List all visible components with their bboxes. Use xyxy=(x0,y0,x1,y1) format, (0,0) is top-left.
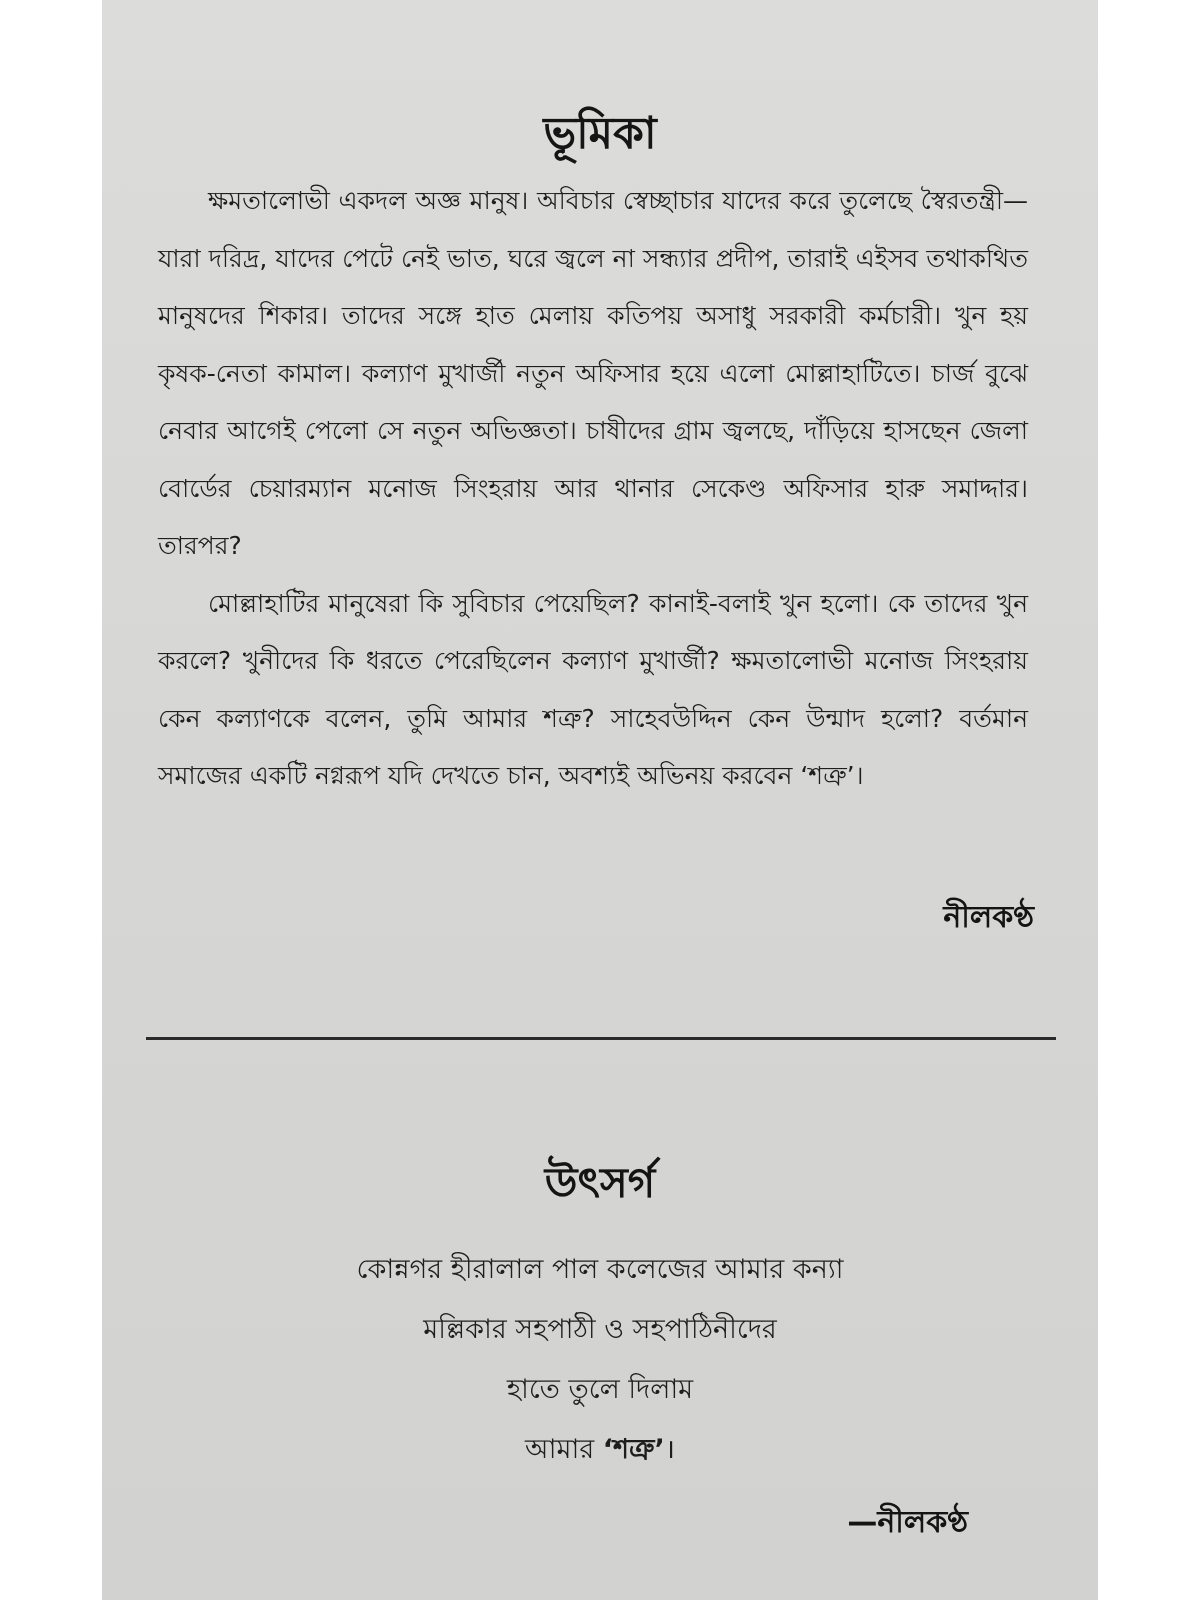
dedication-line-4-prefix: আমার xyxy=(525,1434,603,1465)
preface-paragraph-1: ক্ষমতালোভী একদল অজ্ঞ মানুষ। অবিচার স্বেচ্ছাচার যাদের করে তুলেছে স্বৈরতন্ত্রী—যারা দরিদ্র, যাদের পেটে নেই ভাত, ঘরে জ্বলে না সন্ধ্যার প্রদীপ, তারাই এইসব তথাকথিত মানুষদের শিকার। তাদের সঙ্গে হাত মেলায় কতিপয় অসাধু সরকারী কর্মচারী। খুন হয় কৃষক-নেতা কামাল। কল্যাণ মুখার্জী নতুন অফিসার হয়ে এলো মোল্লাহাটিতে। চার্জ বুঝে নেবার আগেই পেলো সে নতুন অভিজ্ঞতা। চাষীদের গ্রাম জ্বলছে, দাঁড়িয়ে হাসছেন জেলা বোর্ডের চেয়ারম্যান মনোজ সিংহরায় আর থানার সেকেণ্ড অফিসার হারু সমাদ্দার। তারপর? xyxy=(158,186,1028,560)
dedication-line-4 xyxy=(102,1420,1098,1480)
dedication-line-4-suffix: । xyxy=(664,1434,675,1465)
section-divider xyxy=(146,1037,1056,1040)
dedication-title: উৎসর্গ xyxy=(544,1158,656,1207)
preface-title: ভূমিকা xyxy=(543,108,657,159)
dedication-book-title: ‘শত্রু’ xyxy=(602,1434,665,1465)
dedication-line-3: হাতে তুলে দিলাম xyxy=(506,1374,694,1405)
dedication-line-1: কোন্নগর হীরালাল পাল কলেজের আমার কন্যা xyxy=(356,1254,844,1285)
preface-signature: নীলকণ্ঠ xyxy=(943,900,1034,935)
preface-paragraph-2: মোল্লাহাটির মানুষেরা কি সুবিচার পেয়েছিল? কানাই-বলাই খুন হলো। কে তাদের খুন করলে? খুনীদের কি ধরতে পেরেছিলেন কল্যাণ মুখার্জী? ক্ষমতালোভী মনোজ সিংহরায় কেন কল্যাণকে বলেন, তুমি আমার শত্রু? সাহেবউদ্দিন কেন উন্মাদ হলো? বর্তমান সমাজের একটি নগ্নরূপ যদি দেখতে চান, অবশ্যই অভিনয় করবেন ‘শত্রু’। xyxy=(158,588,1028,790)
preface-body xyxy=(158,172,1028,805)
dedication-signature: —নীলকণ্ঠ xyxy=(847,1505,968,1540)
dedication-body xyxy=(102,1240,1098,1480)
book-page xyxy=(102,0,1098,1600)
dedication-line-2: মল্লিকার সহপাঠী ও সহপাঠিনীদের xyxy=(423,1314,777,1345)
